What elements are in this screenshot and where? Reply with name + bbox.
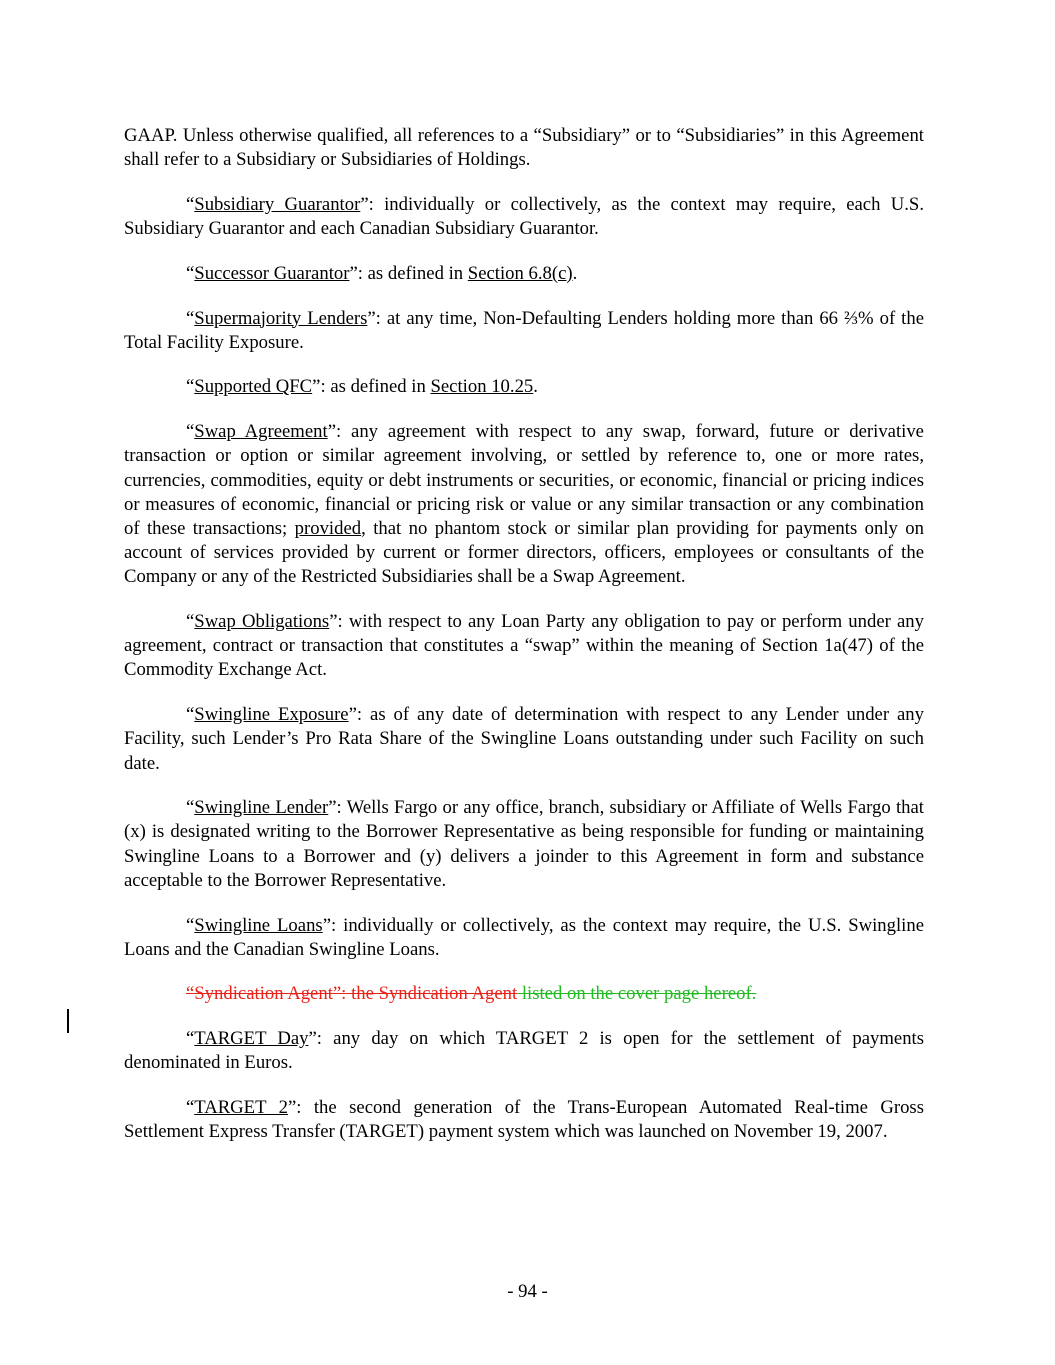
- definition-target-2: [124, 1096, 924, 1144]
- term-separator: ”:: [328, 797, 347, 819]
- period: .: [533, 376, 538, 398]
- defined-term: Successor Guarantor: [194, 262, 350, 284]
- open-quote: “: [186, 611, 195, 633]
- defined-term: Supermajority Lenders: [194, 307, 368, 329]
- term-separator: ”:: [287, 1097, 314, 1119]
- definition-target-day: [124, 1027, 924, 1075]
- defined-term: TARGET 2: [194, 1097, 288, 1119]
- defined-term: Swap Obligations: [194, 611, 330, 633]
- definition-text: any day on which TARGET 2 is open for the settlement of payments denominated in Euros.: [124, 1028, 925, 1074]
- section-reference: Section 10.25: [430, 376, 534, 398]
- defined-term: Swap Agreement: [194, 421, 328, 443]
- inserted-struck-text: listed on the cover page hereof.: [517, 983, 757, 1005]
- paragraph-gaap-continuation: [124, 124, 924, 172]
- definition-text: as of any date of determination with respect to any Lender under any Facility, such Lender’s Pro Rata Share of the Swingline Loans outstanding under such Facility on such date.: [124, 704, 924, 774]
- deleted-text: the Syndication Agent: [351, 983, 518, 1005]
- term-separator: ”:: [360, 193, 385, 215]
- definition-supermajority-lenders: [124, 307, 924, 355]
- definition-syndication-agent-deleted: [124, 982, 924, 1006]
- open-quote: “: [186, 704, 195, 726]
- change-bar: [67, 1009, 69, 1033]
- open-quote: “: [186, 307, 195, 329]
- definition-text: Wells Fargo or any office, branch, subsidiary or Affiliate of Wells Fargo that (x) is designated writing to the Borrower Representative as being responsible for funding or maintaining Swingline Loans to a Borrower and (y) delivers a joinder to this Agreement in form and substance acceptable to the Borrower Representative.: [124, 797, 924, 891]
- term-separator: ”:: [322, 914, 344, 936]
- defined-term: Subsidiary Guarantor: [194, 193, 361, 215]
- open-quote: “: [186, 421, 195, 443]
- definition-successor-guarantor: [124, 262, 924, 286]
- provided-term: provided: [294, 517, 362, 539]
- definition-text: the second generation of the Trans-European Automated Real-time Gross Settlement Express Transfer (TARGET) payment system which was launched on November 19, 2007.: [124, 1097, 924, 1143]
- document-page: [124, 124, 924, 1165]
- term-separator: ”:: [327, 421, 352, 443]
- defined-term: Swingline Loans: [194, 914, 323, 936]
- open-quote: “: [186, 1028, 195, 1050]
- open-quote: “: [186, 797, 195, 819]
- definition-text: as defined in: [330, 376, 431, 398]
- open-quote: “: [186, 262, 195, 284]
- definition-text: with respect to any Loan Party any obligation to pay or perform under any agreement, contract or transaction that constitutes a “swap” within the meaning of Section 1a(47) of the Commodity Exchange Act.: [124, 611, 924, 681]
- page-number: - 94 -: [507, 1281, 548, 1302]
- defined-term: Swingline Lender: [194, 797, 329, 819]
- open-quote: “: [186, 376, 195, 398]
- definition-swingline-exposure: [124, 703, 924, 776]
- paragraph-text: GAAP. Unless otherwise qualified, all references to a “Subsidiary” or to “Subsidiaries” in this Agreement shall refer to a Subsidiary or Subsidiaries of Holdings.: [124, 125, 924, 171]
- open-quote: “: [186, 914, 195, 936]
- open-quote: “: [186, 193, 195, 215]
- term-separator: ”:: [349, 262, 368, 284]
- term-separator: ”:: [312, 376, 331, 398]
- term-separator: ”:: [367, 307, 387, 329]
- definition-text-continued: , that no phantom stock or similar plan providing for payments only on account of services provided by current or former directors, officers, employees or consultants of the Company or any of the Restricted Subsidiaries shall be a Swap Agreement.: [124, 517, 924, 588]
- definition-text: at any time, Non-Defaulting Lenders holding more than 66 ⅔% of the Total Facility Exposure.: [124, 307, 924, 353]
- term-separator: ”:: [308, 1028, 334, 1050]
- definition-text: any agreement with respect to any swap, forward, future or derivative transaction or option or similar agreement involving, or settled by reference to, one or more rates, currencies, commodities, equity or debt instruments or securities, or economic, financial or pricing indices or measures of economic, financial or pricing risk or value or any similar transaction or any combination of these transactions;: [124, 421, 924, 539]
- definition-swingline-lender: [124, 796, 924, 893]
- term-separator: ”:: [329, 611, 349, 633]
- definition-swap-obligations: [124, 610, 924, 683]
- definition-supported-qfc: [124, 375, 924, 399]
- defined-term: Swingline Exposure: [194, 704, 349, 726]
- definition-text: individually or collectively, as the context may require, each U.S. Subsidiary Guarantor and each Canadian Subsidiary Guarantor.: [124, 193, 924, 240]
- open-quote: “: [186, 1097, 195, 1119]
- deleted-open-quote: “: [186, 983, 195, 1005]
- defined-term: TARGET Day: [194, 1028, 309, 1050]
- deleted-term-separator: ”:: [332, 983, 352, 1005]
- defined-term: Supported QFC: [194, 376, 313, 398]
- definition-swingline-loans: [124, 914, 924, 962]
- deleted-defined-term: Syndication Agent: [194, 983, 333, 1005]
- definition-swap-agreement: [124, 420, 924, 589]
- period: .: [572, 262, 578, 284]
- section-reference: Section 6.8(c): [467, 262, 573, 284]
- definition-subsidiary-guarantor: [124, 193, 924, 241]
- definition-text: as defined in: [367, 262, 468, 284]
- definition-text: individually or collectively, as the context may require, the U.S. Swingline Loans and the Canadian Swingline Loans.: [124, 914, 924, 960]
- term-separator: ”:: [348, 704, 371, 726]
